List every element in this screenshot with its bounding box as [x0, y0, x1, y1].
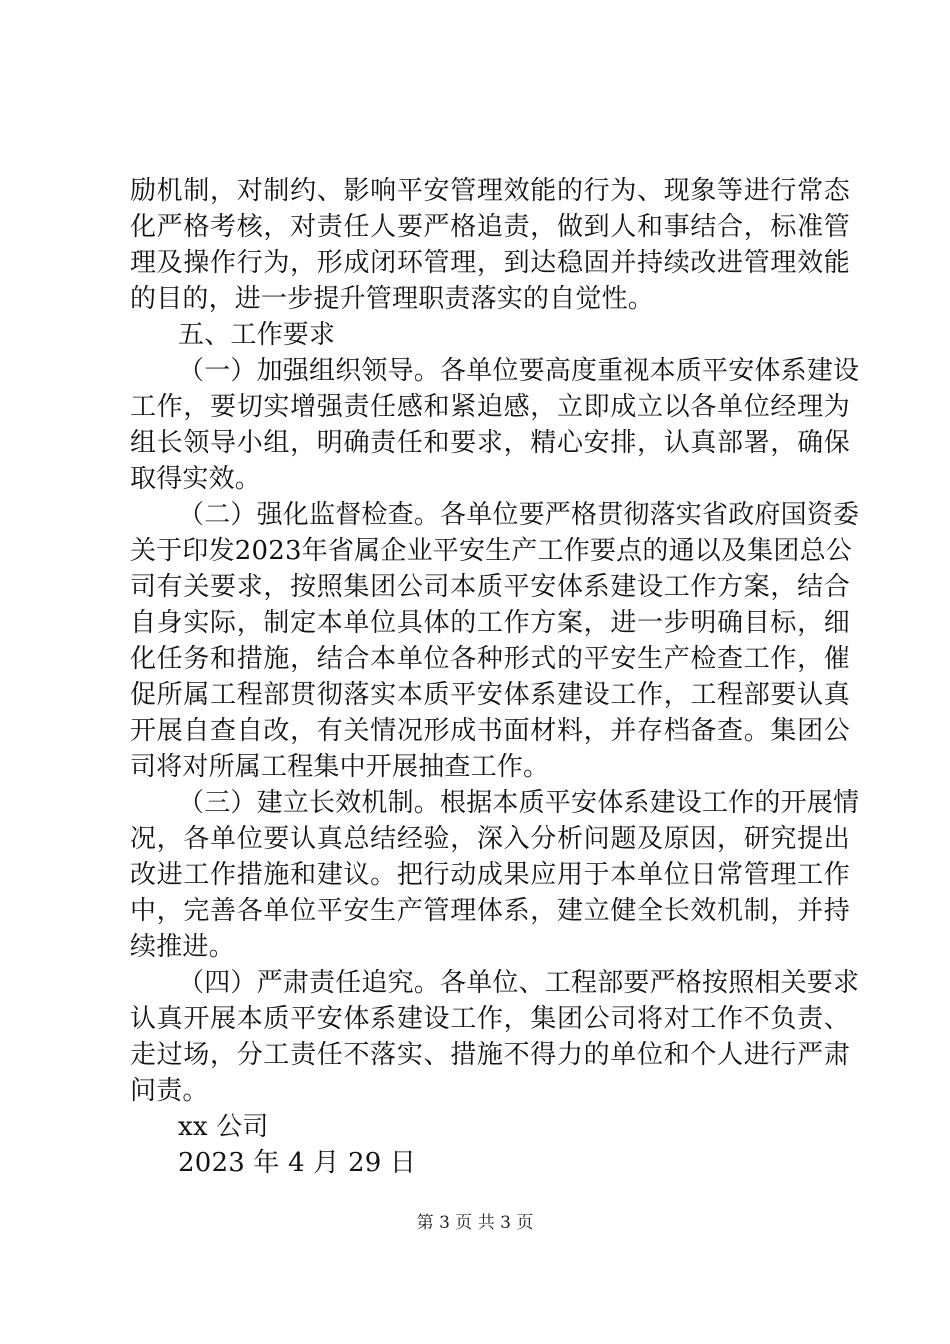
body-line: 走过场，分工责任不落实、措施不得力的单位和个人进行严肃	[130, 1040, 850, 1070]
body-line: 化任务和措施，结合本单位各种形式的平安生产检查工作，催	[130, 644, 850, 674]
body-line: 续推进。	[130, 932, 235, 962]
subsection-line: （四）严肃责任追究。各单位、工程部要严格按照相关要求	[178, 968, 860, 998]
body-line: 改进工作措施和建议。把行动成果应用于本单位日常管理工作	[130, 860, 850, 890]
body-line: 问责。	[130, 1076, 209, 1106]
body-line: 自身实际，制定本单位具体的工作方案，进一步明确目标，细	[130, 608, 850, 638]
signature-date: 2023 年 4 月 29 日	[178, 1148, 417, 1178]
body-line: 况，各单位要认真总结经验，深入分析问题及原因，研究提出	[130, 824, 850, 854]
body-line: 化严格考核，对责任人要严格追责，做到人和事结合，标准管	[130, 212, 850, 242]
body-line: 中，完善各单位平安生产管理体系，建立健全长效机制，并持	[130, 896, 850, 926]
section-heading: 五、工作要求	[178, 320, 336, 350]
subsection-line: （二）强化监督检查。各单位要严格贯彻落实省政府国资委	[178, 500, 860, 530]
body-line: 认真开展本质平安体系建设工作，集团公司将对工作不负责、	[130, 1004, 850, 1034]
subsection-line: （一）加强组织领导。各单位要高度重视本质平安体系建设	[178, 356, 860, 386]
body-line: 励机制，对制约、影响平安管理效能的行为、现象等进行常态	[130, 176, 850, 206]
body-line: 司有关要求，按照集团公司本质平安体系建设工作方案，结合	[130, 572, 850, 602]
body-line: 理及操作行为，形成闭环管理，到达稳固并持续改进管理效能	[130, 248, 850, 278]
body-line: 司将对所属工程集中开展抽查工作。	[130, 752, 550, 782]
body-line: 取得实效。	[130, 464, 262, 494]
signature-company: xx 公司	[178, 1112, 269, 1142]
body-line: 的目的，进一步提升管理职责落实的自觉性。	[130, 284, 655, 314]
body-line: 开展自查自改，有关情况形成书面材料，并存档备查。集团公	[130, 716, 850, 746]
body-line: 关于印发2023年省属企业平安生产工作要点的通以及集团总公	[130, 536, 852, 566]
body-line: 组长领导小组，明确责任和要求，精心安排，认真部署，确保	[130, 428, 850, 458]
body-line: 促所属工程部贯彻落实本质平安体系建设工作，工程部要认真	[130, 680, 850, 710]
subsection-line: （三）建立长效机制。根据本质平安体系建设工作的开展情	[178, 788, 860, 818]
page-number-footer: 第 3 页 共 3 页	[416, 1213, 534, 1233]
body-line: 工作，要切实增强责任感和紧迫感，立即成立以各单位经理为	[130, 392, 850, 422]
